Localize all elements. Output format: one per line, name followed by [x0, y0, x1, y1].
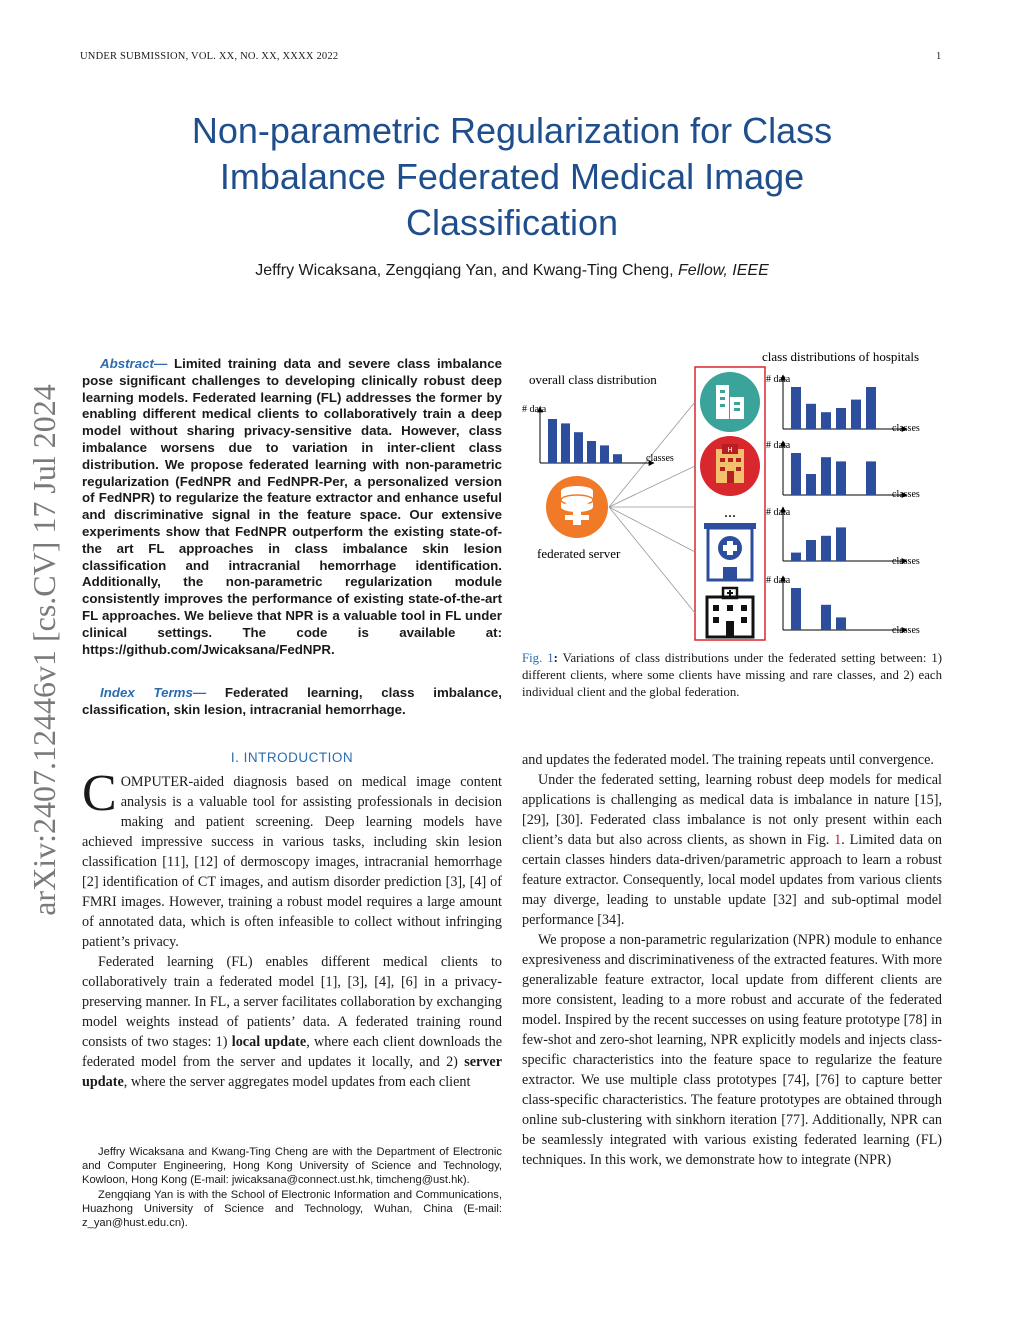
title-line-3: Classification — [405, 202, 619, 243]
hospital-ellipsis: ... — [724, 504, 736, 521]
chart-bar — [836, 461, 846, 495]
chart-y-label: # data — [766, 440, 791, 451]
arxiv-stamp: arXiv:2407.12446v1 [cs.CV] 17 Jul 2024 — [26, 384, 62, 916]
chart-bar — [836, 527, 846, 561]
overall-title: overall class distribution — [529, 372, 657, 387]
chart-bar — [851, 400, 861, 429]
chart-x-label: classes — [892, 489, 920, 500]
hospital-3-icon — [704, 523, 756, 580]
intro-paragraph-5: We propose a non-parametric regularization (NPR) module to enhance expresiveness and discriminativeness of the extracted features. With more generalizable feature extractor, local update from different clients are more consistent, leading to a more robust and accurate of the federated model. Inspired by the recent successes on using feature prototype [78] in few-shot and zero-shot learning, NPR explicitly models and injects class-specific characteristics into the feature space to regularize the feature extractor. We use multiple class prototypes [74], [76] to capture better class-specific characteristics. The feature prototypes are obtained through online sub-clustering with sinkhorn iteration [77]. Additionally, NPR can be seamlessly integrated with various existing federated learning (FL) techniques. In this work, we demonstrate how to integrate (NPR) — [522, 932, 942, 1168]
hospital-1-icon — [700, 372, 760, 432]
svg-text:H: H — [727, 447, 733, 454]
chart-y-label: # data — [766, 507, 791, 518]
chart-bar — [821, 457, 831, 495]
section-title: INTRODUCTION — [243, 750, 354, 765]
intro-p2-server-update: server update — [82, 1054, 502, 1090]
intro-p1-text: OMPUTER-aided diagnosis based on medical image content analysis is a valuable tool for assisting professionals in decision making and patient screening. Deep learning models have achieved impressive success in various tasks, including skin lesion classification [11], [12] of dermoscopy images, intracranial hemorrhage [2] identification of CT images, and autism disorder prediction [3], [4] of FMRI images. However, training a robust model requires a large amount of annotated data, which is often infeasible to collect without infringing patient’s privacy. — [82, 774, 502, 950]
section-heading — [82, 750, 502, 765]
abstract — [82, 356, 502, 658]
footnote-1: Jeffry Wicaksana and Kwang-Ting Cheng are with the Department of Electronic and Computer Engineering, Hong Kong University of Science and Technology, Kowloon, Hong Kong (E-mail: jwicaksana@connect.ust.hk, timcheng@ust.hk). — [82, 1146, 502, 1187]
chart-y-label: # data — [522, 404, 547, 415]
chart-bar — [866, 387, 876, 429]
connector-line — [609, 466, 695, 507]
abstract-label: Abstract— — [100, 356, 168, 371]
chart-bar — [836, 617, 846, 630]
chart-bar — [613, 454, 622, 463]
intro-p2-c: , where each client downloads the federated model from the server and updates it locally, and 2) — [82, 1034, 502, 1070]
chart-bar — [806, 474, 816, 495]
chart-bar — [791, 387, 801, 429]
footnote-2: Zengqiang Yan is with the School of Electronic Information and Communications, Huazhong University of Science and Technology, Wuhan, China (E-mail: z_yan@hust.edu.cn). — [82, 1188, 502, 1230]
chart-bar — [821, 536, 831, 561]
chart-bar — [806, 540, 816, 561]
author-list — [100, 262, 924, 280]
chart-bar — [806, 404, 816, 429]
chart-bar — [791, 588, 801, 630]
intro-paragraph-4 — [522, 770, 942, 930]
chart-bar — [836, 408, 846, 429]
chart-y-label: # data — [766, 575, 791, 586]
author-fellow: Fellow, IEEE — [678, 262, 769, 279]
intro-paragraph-2 — [82, 952, 502, 1092]
title-line-2: Imbalance Federated Medical Image — [219, 156, 805, 197]
index-terms — [82, 685, 502, 719]
figure-caption — [522, 650, 942, 701]
chart-bar — [866, 461, 876, 495]
abstract-text: Limited training data and severe class imbalance pose significant challenges to developing clinically robust deep learning models. Federated learning (FL) addresses the former by enabling different medical clients to collaboratively train a deep model without sharing privacy-sensitive data. However, class imbalance worsens due to variation in inter-client class distribution. We propose federated learning with non-parametric regularization (FedNPR and FedNPR-Per, a personalized version of FedNPR) to regularize the feature extractor and enhance useful and discriminative signal in the feature space. Our extensive experiments show that FedNPR outperform the existing state-of-the art FL approaches in class imbalance skin lesion classification and intracranial hemorrhage identification. Additionally, the non-parametric regularization module consistently improves the performance of existing state-of-the-art FL approaches. We believe that NPR is a valuable tool in FL under clinical settings. The code is available at: https://github.com/Jwicaksana/FedNPR. — [82, 356, 503, 657]
connector-line — [609, 507, 695, 552]
hospital-2-icon — [700, 436, 760, 496]
chart-y-label: # data — [766, 374, 791, 385]
hospital-4-icon — [707, 588, 753, 637]
paper-title — [100, 108, 924, 246]
caption-label: Fig. 1 — [522, 651, 554, 665]
chart-x-label: classes — [892, 625, 920, 636]
intro-p2-a: Federated learning (FL) enables different medical clients to collaboratively train a federated model [1], [3], [4], [6] in a privacy-preserving manner. In FL, a server facilitates collaboration by exchanging model weights instead of patients’ data. A federated training round consists of two stages: 1) — [82, 954, 502, 1050]
server-label: federated server — [537, 546, 621, 561]
right-column — [522, 750, 942, 1170]
chart-bar — [821, 412, 831, 429]
chart-bar — [791, 453, 801, 495]
server-connectors — [609, 402, 695, 613]
chart-x-label: classes — [646, 453, 674, 464]
chart-bar — [561, 423, 570, 463]
figure-1 — [518, 345, 948, 645]
running-head: UNDER SUBMISSION, VOL. XX, NO. XX, XXXX 2022 — [80, 51, 339, 62]
index-terms-text: Federated learning, class imbalance, classification, skin lesion, intracranial hemorrhage. — [82, 685, 502, 717]
chart-bar — [548, 419, 557, 463]
chart-x-label: classes — [892, 556, 920, 567]
intro-paragraph-3: and updates the federated model. The training repeats until convergence. — [522, 752, 934, 768]
chart-bar — [821, 605, 831, 630]
page-number: 1 — [936, 51, 942, 62]
chart-bar — [587, 441, 596, 463]
chart-x-label: classes — [892, 423, 920, 434]
left-column — [82, 765, 502, 1092]
intro-p2-local-update: local update — [231, 1034, 307, 1050]
chart-bar — [574, 432, 583, 463]
server-icon — [546, 476, 608, 538]
title-line-1: Non-parametric Regularization for Class — [191, 110, 833, 151]
caption-text: Variations of class distributions under the federated setting between: 1) different clients, where some clients have missing and rare classes, and 2) each individual client and the global federation. — [522, 651, 943, 699]
caption-colon: : — [553, 651, 558, 665]
chart-bar — [600, 445, 609, 463]
dropcap: C — [82, 765, 117, 822]
footnote — [82, 1145, 502, 1230]
author-names: Jeffry Wicaksana, Zengqiang Yan, and Kwang-Ting Cheng, — [255, 262, 679, 279]
index-terms-label: Index Terms— — [100, 685, 207, 700]
fig-ref-link[interactable]: 1 — [834, 832, 842, 848]
section-number: I. — [230, 750, 244, 765]
connector-line — [609, 507, 695, 613]
intro-p4-a: Under the federated setting, learning robust deep models for medical applications is challenging as medical data is imbalance in nature [15], [29], [30]. Federated class imbalance is not only present within each client’s data but also across clients, as shown in Fig. — [522, 772, 942, 848]
intro-paragraph-1 — [82, 765, 502, 952]
intro-p4-b: . Limited data on certain classes hinders data-driven/parametric approach to learn a robust feature extractor. Consequently, local model updates from various clients may diverge, leading to unstable update [32] and sub-optimal model performance [34]. — [522, 832, 942, 928]
chart-bar — [791, 553, 801, 561]
hospitals-title: class distributions of hospitals — [762, 349, 920, 364]
intro-p2-e: , where the server aggregates model updates from each client — [123, 1074, 471, 1090]
